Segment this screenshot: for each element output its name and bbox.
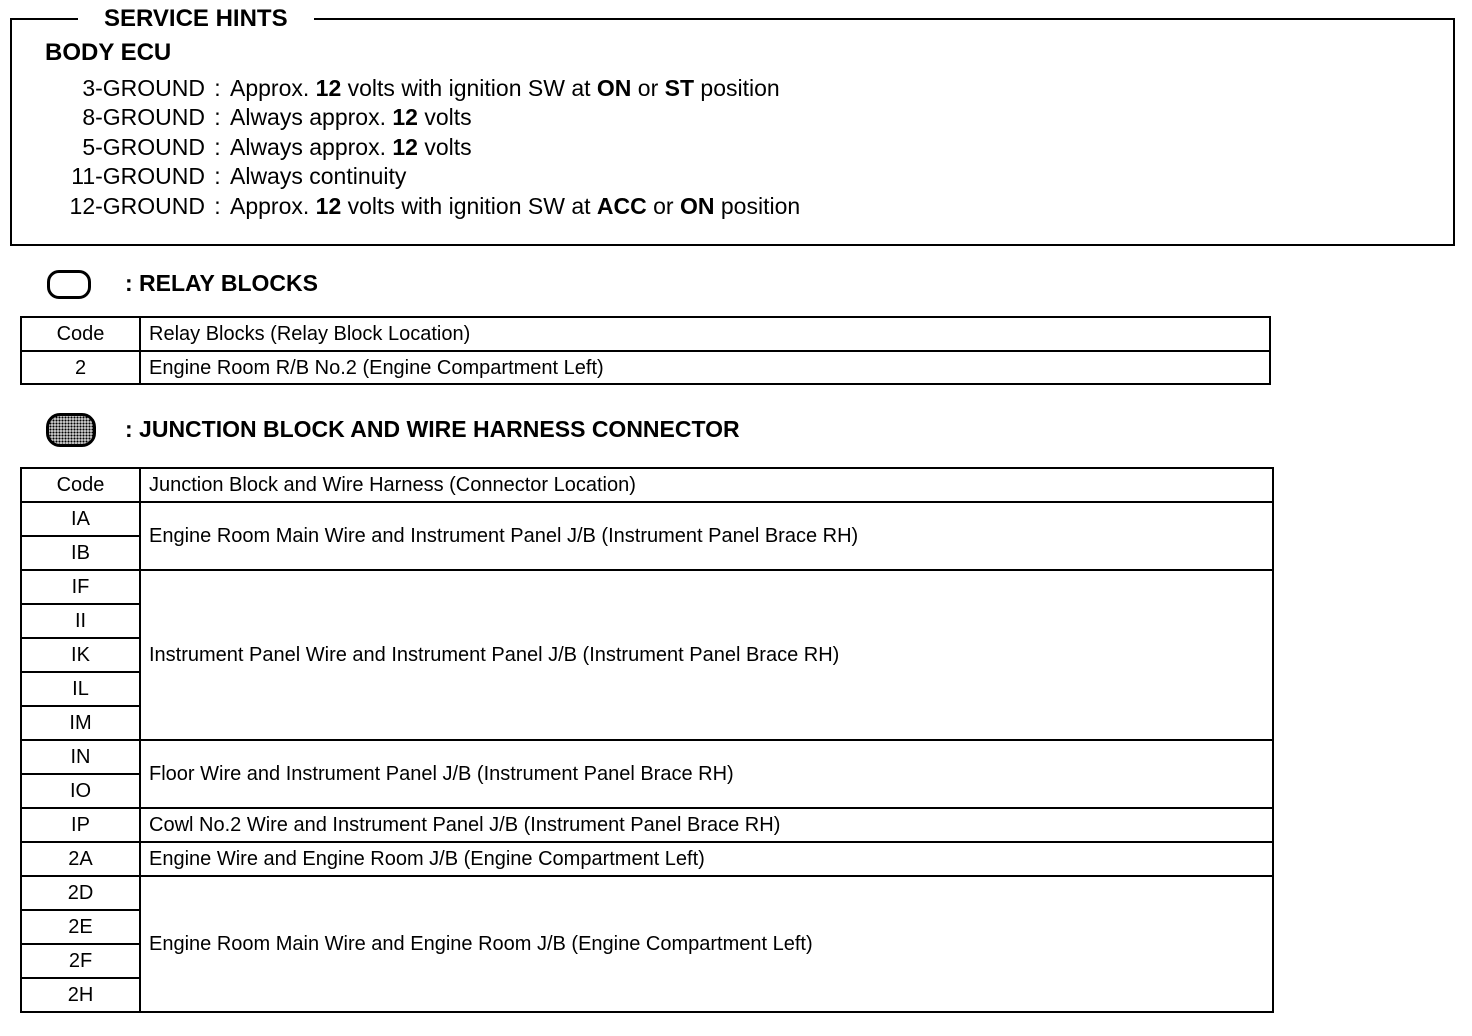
hint-separator: :: [214, 75, 221, 101]
hint-value: 12: [392, 134, 418, 160]
location-cell: Instrument Panel Wire and Instrument Panel J/B (Instrument Panel Brace RH): [140, 570, 1273, 740]
hint-pin: 5-GROUND: [82, 134, 205, 160]
code-cell: IN: [21, 740, 140, 774]
body-ecu-heading: BODY ECU: [45, 39, 172, 66]
location-cell: Engine Wire and Engine Room J/B (Engine Compartment Left): [140, 842, 1273, 876]
table-row: [21, 808, 1273, 842]
code-cell: 2A: [21, 842, 140, 876]
hint-value: ON: [679, 193, 715, 219]
hint-value: 12: [392, 104, 418, 130]
table-row: [21, 351, 1270, 384]
code-cell: IF: [21, 570, 140, 604]
relay-blocks-heading: : RELAY BLOCKS: [125, 270, 318, 296]
junction-block-shaded-icon: [46, 413, 96, 447]
hint-value: ACC: [596, 193, 647, 219]
code-cell: 2H: [21, 978, 140, 1012]
relay-blocks-table: [20, 316, 1271, 385]
hint-text: Always continuity: [230, 163, 407, 189]
code-cell: IA: [21, 502, 140, 536]
hint-line: [10, 191, 800, 221]
hint-text: volts with ignition SW at: [341, 193, 597, 219]
code-header: Code: [21, 317, 140, 351]
table-row: [21, 502, 1273, 536]
hint-text: or: [646, 193, 680, 219]
code-cell: 2E: [21, 910, 140, 944]
hint-separator: :: [214, 193, 221, 219]
location-cell: Engine Room R/B No.2 (Engine Compartment Left): [140, 351, 1270, 384]
hint-line: [10, 102, 472, 132]
hint-pin: 11-GROUND: [71, 163, 205, 189]
hint-text: or: [631, 75, 665, 101]
location-cell: Cowl No.2 Wire and Instrument Panel J/B (Instrument Panel Brace RH): [140, 808, 1273, 842]
service-hints-title: SERVICE HINTS: [78, 5, 314, 33]
location-cell: Engine Room Main Wire and Engine Room J/B (Engine Compartment Left): [140, 876, 1273, 1012]
location-header: Junction Block and Wire Harness (Connector Location): [140, 468, 1273, 502]
location-cell: Floor Wire and Instrument Panel J/B (Instrument Panel Brace RH): [140, 740, 1273, 808]
hint-text: position: [694, 75, 780, 101]
relay-block-outline-icon: [47, 270, 91, 299]
hint-separator: :: [214, 104, 221, 130]
code-cell: 2: [21, 351, 140, 384]
hint-pin: 8-GROUND: [82, 104, 205, 130]
hint-text: Approx.: [230, 75, 316, 101]
hint-separator: :: [214, 134, 221, 160]
code-cell: II: [21, 604, 140, 638]
code-cell: 2F: [21, 944, 140, 978]
code-header: Code: [21, 468, 140, 502]
hint-text: Always approx.: [230, 104, 393, 130]
junction-blocks-table: [20, 467, 1274, 1013]
hint-value: ST: [664, 75, 695, 101]
hint-text: volts: [417, 134, 472, 160]
hint-value: ON: [596, 75, 632, 101]
hint-value: 12: [315, 193, 342, 219]
code-cell: 2D: [21, 876, 140, 910]
table-row: [21, 842, 1273, 876]
hint-text: volts with ignition SW at: [341, 75, 597, 101]
hint-text: Always approx.: [230, 134, 393, 160]
code-cell: IL: [21, 672, 140, 706]
code-cell: IK: [21, 638, 140, 672]
hint-line: [10, 73, 780, 103]
table-row: [21, 876, 1273, 910]
table-header-row: [21, 468, 1273, 502]
code-cell: IO: [21, 774, 140, 808]
hint-line: [10, 161, 406, 191]
code-cell: IM: [21, 706, 140, 740]
location-cell: Engine Room Main Wire and Instrument Panel J/B (Instrument Panel Brace RH): [140, 502, 1273, 570]
table-row: [21, 740, 1273, 774]
hint-text: position: [714, 193, 801, 219]
hint-text: volts: [417, 104, 472, 130]
hint-text: Approx.: [230, 193, 316, 219]
table-header-row: [21, 317, 1270, 351]
hint-line: [10, 132, 472, 162]
code-cell: IP: [21, 808, 140, 842]
location-header: Relay Blocks (Relay Block Location): [140, 317, 1270, 351]
hint-value: 12: [315, 75, 342, 101]
hint-separator: :: [214, 163, 221, 189]
code-cell: IB: [21, 536, 140, 570]
hint-pin: 12-GROUND: [69, 193, 205, 219]
hint-pin: 3-GROUND: [82, 75, 205, 101]
table-row: [21, 570, 1273, 604]
junction-blocks-heading: : JUNCTION BLOCK AND WIRE HARNESS CONNECTOR: [125, 416, 740, 442]
